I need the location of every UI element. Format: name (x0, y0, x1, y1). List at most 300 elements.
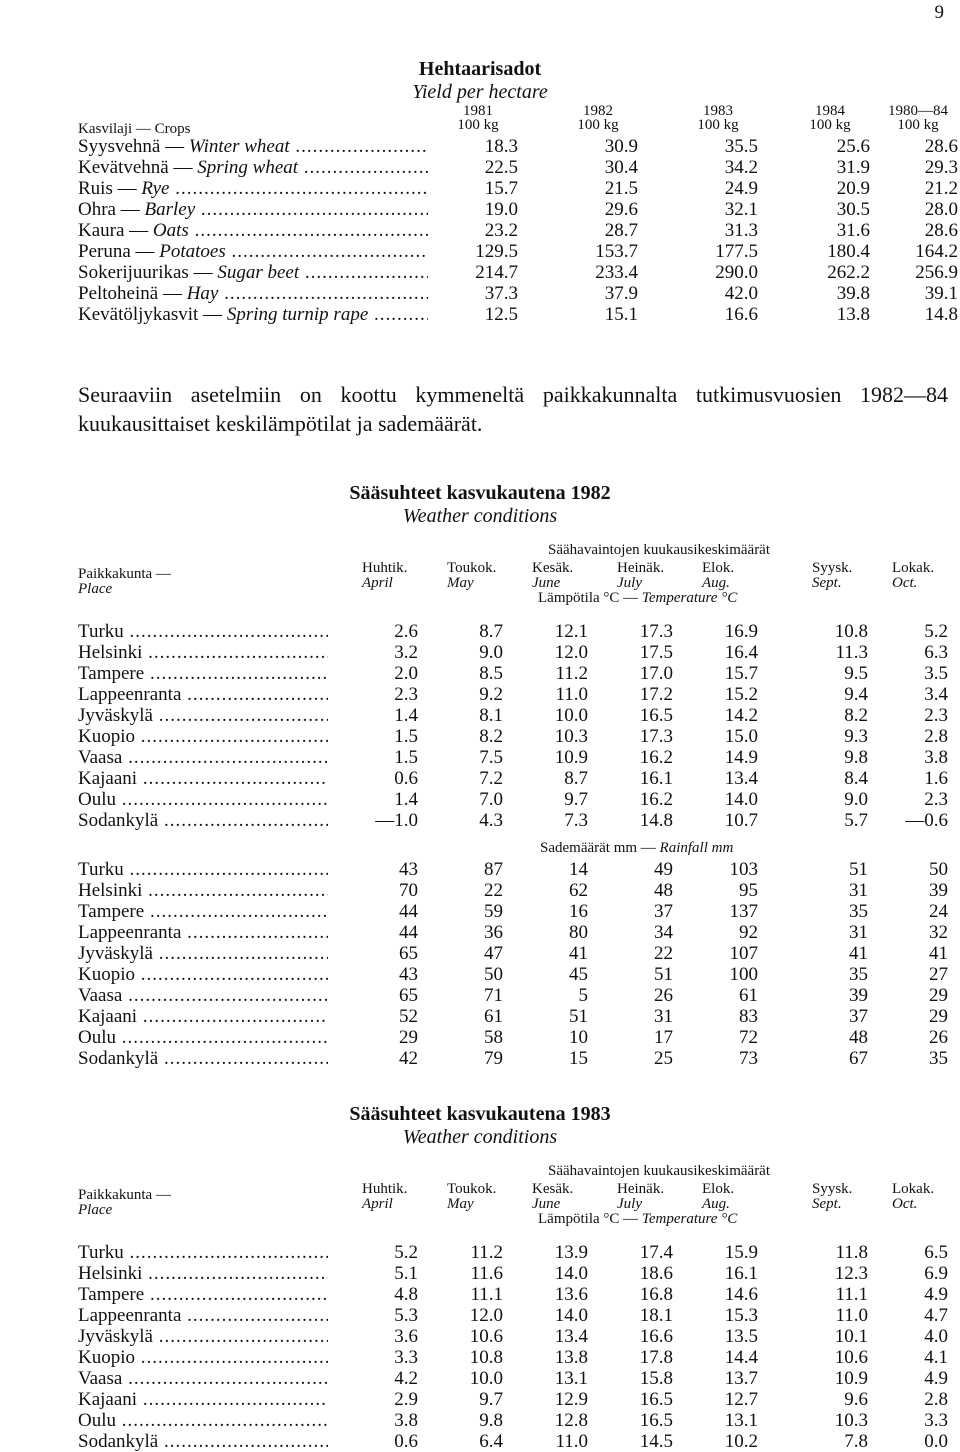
weather-value: 4.2 (394, 1368, 418, 1389)
weather-value: 36 (484, 922, 503, 943)
weather-row (78, 810, 958, 831)
yield-value: 129.5 (475, 241, 518, 262)
month-header: Lokak. Oct. (892, 1181, 935, 1212)
month-header: Elok. Aug. (702, 560, 735, 591)
yield-value: 30.4 (604, 157, 638, 178)
weather-value: 73 (739, 1048, 758, 1069)
weather-value: 43 (399, 859, 418, 880)
weather-value: 1.4 (394, 789, 418, 810)
weather-value: 0.0 (924, 1431, 948, 1452)
weather-value: 11.0 (555, 684, 588, 705)
weather-value: 14.5 (639, 1431, 673, 1452)
weather-value: 51 (849, 859, 868, 880)
weather-1982-title-fi: Sääsuhteet kasvukautena 1982 (349, 482, 611, 504)
weather-value: 29 (929, 1006, 948, 1027)
weather-value: 48 (849, 1027, 868, 1048)
weather-value: 15.0 (724, 726, 758, 747)
weather-value: 15.9 (724, 1242, 758, 1263)
weather-value: 12.1 (554, 621, 588, 642)
place-label: Kajaani ..... (78, 1006, 328, 1027)
weather-value: 15.7 (724, 663, 758, 684)
crop-label: Kaura — Oats ..... (78, 220, 428, 241)
weather-value: 2.9 (394, 1389, 418, 1410)
weather-row (78, 789, 958, 810)
yield-value: 32.1 (724, 199, 758, 220)
crop-label: Kevätöljykasvit — Spring turnip rape ..... (78, 304, 428, 325)
yield-value: 12.5 (484, 304, 518, 325)
weather-value: 15 (569, 1048, 588, 1069)
weather-value: 41 (929, 943, 948, 964)
weather-value: 16 (569, 901, 588, 922)
weather-row (78, 1242, 958, 1263)
weather-row (78, 964, 958, 985)
weather-value: 16.1 (724, 1263, 758, 1284)
weather-row (78, 880, 958, 901)
weather-value: 50 (929, 859, 948, 880)
weather-value: 2.0 (394, 663, 418, 684)
weather-value: 10.6 (469, 1326, 503, 1347)
yield-value: 164.2 (915, 241, 958, 262)
place-label: Oulu ..... (78, 1410, 328, 1431)
weather-1983-table (78, 1164, 958, 1452)
place-column-header: Paikkakunta — Place (78, 566, 171, 597)
weather-value: 16.1 (639, 768, 673, 789)
yield-value: 42.0 (724, 283, 758, 304)
yield-value: 30.5 (836, 199, 870, 220)
crop-label: Peruna — Potatoes ..... (78, 241, 428, 262)
weather-value: 59 (484, 901, 503, 922)
month-header: Syysk. Sept. (812, 560, 853, 591)
weather-row (78, 726, 958, 747)
weather-value: 25 (654, 1048, 673, 1069)
weather-value: 17.3 (639, 621, 673, 642)
weather-value: 2.6 (394, 621, 418, 642)
weather-value: 5.1 (394, 1263, 418, 1284)
weather-value: 3.6 (394, 1326, 418, 1347)
weather-value: 4.1 (924, 1347, 948, 1368)
weather-row (78, 1006, 958, 1027)
weather-value: 16.5 (639, 1389, 673, 1410)
weather-value: 5.2 (394, 1242, 418, 1263)
weather-value: 80 (569, 922, 588, 943)
yield-value: 22.5 (484, 157, 518, 178)
weather-value: 6.5 (924, 1242, 948, 1263)
weather-value: 14.4 (724, 1347, 758, 1368)
month-header: Huhtik. April (362, 560, 408, 591)
month-header: Kesäk. June (532, 560, 574, 591)
place-label: Turku ..... (78, 859, 328, 880)
weather-table-header (78, 1164, 958, 1242)
weather-value: 10 (569, 1027, 588, 1048)
place-label: Kajaani ..... (78, 768, 328, 789)
crops-label: Kasvilaji — Crops (78, 121, 191, 137)
crop-label: Ruis — Rye ..... (78, 178, 428, 199)
crop-label: Sokerijuurikas — Sugar beet ..... (78, 262, 428, 283)
weather-value: 10.0 (469, 1368, 503, 1389)
weather-value: 17.2 (639, 684, 673, 705)
weather-1983-title-en: Weather conditions (402, 1126, 558, 1148)
weather-value: 29 (399, 1027, 418, 1048)
weather-value: 5 (578, 985, 588, 1006)
weather-value: 12.7 (724, 1389, 758, 1410)
weather-value: 16.5 (639, 705, 673, 726)
yield-value: 16.6 (724, 304, 758, 325)
yield-value: 20.9 (836, 178, 870, 199)
month-header: Toukok. May (447, 560, 497, 591)
weather-value: 1.4 (394, 705, 418, 726)
weather-value: 9.0 (844, 789, 868, 810)
weather-value: 41 (849, 943, 868, 964)
weather-value: 7.3 (564, 810, 588, 831)
weather-value: 8.5 (479, 663, 503, 684)
weather-value: 4.9 (924, 1284, 948, 1305)
weather-value: 6.9 (924, 1263, 948, 1284)
weather-value: 52 (399, 1006, 418, 1027)
weather-value: 17.4 (639, 1242, 673, 1263)
weather-value: 39 (929, 880, 948, 901)
weather-value: 10.7 (724, 810, 758, 831)
weather-row (78, 922, 958, 943)
weather-value: 9.2 (479, 684, 503, 705)
place-label: Vaasa ..... (78, 985, 328, 1006)
weather-value: 29 (929, 985, 948, 1006)
weather-value: 9.7 (564, 789, 588, 810)
weather-value: 11.3 (835, 642, 868, 663)
weather-value: 12.9 (554, 1389, 588, 1410)
weather-value: 13.8 (554, 1347, 588, 1368)
weather-value: 45 (569, 964, 588, 985)
year-header: 1984 100 kg (809, 103, 851, 133)
weather-value: 31 (849, 880, 868, 901)
yield-row (78, 220, 956, 241)
weather-value: 14.0 (724, 789, 758, 810)
weather-value: 4.7 (924, 1305, 948, 1326)
weather-value: 16.2 (639, 789, 673, 810)
weather-value: 13.1 (554, 1368, 588, 1389)
weather-value: 12.0 (554, 642, 588, 663)
weather-value: 2.3 (394, 684, 418, 705)
weather-value: 31 (849, 922, 868, 943)
rainfall-caption: Sademäärät mm — Rainfall mm (540, 840, 734, 856)
weather-value: 8.1 (479, 705, 503, 726)
weather-1982-table (78, 543, 958, 1069)
weather-value: 17.3 (639, 726, 673, 747)
weather-value: 10.9 (834, 1368, 868, 1389)
yield-row (78, 136, 956, 157)
yield-value: 31.9 (836, 157, 870, 178)
yield-value: 28.0 (924, 199, 958, 220)
weather-value: 11.2 (555, 663, 588, 684)
weather-value: 24 (929, 901, 948, 922)
weather-1983-title-fi: Sääsuhteet kasvukautena 1983 (349, 1103, 611, 1125)
weather-value: 13.5 (724, 1326, 758, 1347)
place-label: Oulu ..... (78, 789, 328, 810)
weather-row (78, 684, 958, 705)
weather-value: 10.6 (834, 1347, 868, 1368)
weather-value: 2.3 (924, 789, 948, 810)
weather-value: 17.8 (639, 1347, 673, 1368)
yield-row (78, 283, 956, 304)
place-label: Turku ..... (78, 621, 328, 642)
weather-value: 39 (849, 985, 868, 1006)
weather-value: 35 (929, 1048, 948, 1069)
yield-value: 15.1 (604, 304, 638, 325)
place-label: Lappeenranta ..... (78, 1305, 328, 1326)
yield-row (78, 241, 956, 262)
weather-value: 1.5 (394, 747, 418, 768)
weather-value: 50 (484, 964, 503, 985)
weather-value: 37 (849, 1006, 868, 1027)
monthly-caption: Säähavaintojen kuukausikeskimäärät (548, 542, 771, 558)
weather-value: 0.6 (394, 768, 418, 789)
weather-value: 14.0 (554, 1263, 588, 1284)
yield-value: 21.5 (604, 178, 638, 199)
place-label: Helsinki ..... (78, 880, 328, 901)
weather-value: 103 (729, 859, 758, 880)
weather-value: 7.5 (479, 747, 503, 768)
month-header: Elok. Aug. (702, 1181, 735, 1212)
weather-row (78, 1410, 958, 1431)
weather-row (78, 1284, 958, 1305)
weather-value: 1.5 (394, 726, 418, 747)
place-label: Lappeenranta ..... (78, 684, 328, 705)
weather-value: 8.2 (844, 705, 868, 726)
yield-value: 15.7 (484, 178, 518, 199)
place-label: Sodankylä ..... (78, 810, 328, 831)
weather-value: 0.6 (394, 1431, 418, 1452)
yield-row (78, 178, 956, 199)
weather-value: 10.9 (554, 747, 588, 768)
weather-value: 18.6 (639, 1263, 673, 1284)
yield-value: 28.6 (924, 136, 958, 157)
place-column-header: Paikkakunta — Place (78, 1187, 171, 1218)
place-label: Jyväskylä ..... (78, 1326, 328, 1347)
yield-value: 177.5 (715, 241, 758, 262)
weather-value: 4.9 (924, 1368, 948, 1389)
yield-value: 29.3 (924, 157, 958, 178)
weather-value: 14.8 (639, 810, 673, 831)
weather-value: 41 (569, 943, 588, 964)
weather-value: 6.4 (479, 1431, 503, 1452)
weather-value: 11.1 (470, 1284, 503, 1305)
year-header: 1982 100 kg (577, 103, 619, 133)
weather-1982-title-en: Weather conditions (402, 505, 558, 527)
weather-value: 71 (484, 985, 503, 1006)
weather-row (78, 663, 958, 684)
weather-value: 7.0 (479, 789, 503, 810)
place-label: Tampere ..... (78, 1284, 328, 1305)
yield-value: 18.3 (484, 136, 518, 157)
weather-value: 9.5 (844, 663, 868, 684)
yield-value: 31.3 (724, 220, 758, 241)
weather-value: 65 (399, 943, 418, 964)
yield-value: 180.4 (827, 241, 870, 262)
weather-value: 31 (654, 1006, 673, 1027)
place-label: Jyväskylä ..... (78, 705, 328, 726)
weather-value: 44 (399, 901, 418, 922)
weather-1983-title-block (0, 1103, 960, 1149)
weather-row (78, 943, 958, 964)
weather-value: 8.7 (564, 768, 588, 789)
weather-value: 79 (484, 1048, 503, 1069)
yield-value: 37.9 (604, 283, 638, 304)
weather-value: 2.8 (924, 726, 948, 747)
yield-value: 290.0 (715, 262, 758, 283)
yield-title-fi: Hehtaarisadot (418, 58, 542, 80)
weather-value: 13.4 (554, 1326, 588, 1347)
weather-value: 11.6 (470, 1263, 503, 1284)
yield-table-header (78, 104, 956, 136)
weather-value: 9.4 (844, 684, 868, 705)
yield-value: 233.4 (595, 262, 638, 283)
month-header: Heinäk. July (617, 1181, 665, 1212)
weather-value: 51 (569, 1006, 588, 1027)
yield-value: 39.1 (924, 283, 958, 304)
weather-value: 48 (654, 880, 673, 901)
weather-value: 9.0 (479, 642, 503, 663)
yield-title-block (0, 58, 960, 104)
weather-row (78, 747, 958, 768)
weather-value: 32 (929, 922, 948, 943)
weather-value: 4.0 (924, 1326, 948, 1347)
weather-value: 10.2 (724, 1431, 758, 1452)
month-header: Toukok. May (447, 1181, 497, 1212)
yield-value: 19.0 (484, 199, 518, 220)
weather-value: 67 (849, 1048, 868, 1069)
weather-value: 26 (929, 1027, 948, 1048)
weather-value: 11.2 (470, 1242, 503, 1263)
weather-value: 61 (739, 985, 758, 1006)
weather-value: 70 (399, 880, 418, 901)
weather-value: 5.2 (924, 621, 948, 642)
weather-value: 3.3 (394, 1347, 418, 1368)
weather-value: 62 (569, 880, 588, 901)
crop-label: Peltoheinä — Hay ..... (78, 283, 428, 304)
place-label: Kuopio ..... (78, 726, 328, 747)
weather-value: 9.7 (479, 1389, 503, 1410)
weather-value: 9.8 (844, 747, 868, 768)
weather-value: 10.3 (834, 1410, 868, 1431)
weather-value: 13.4 (724, 768, 758, 789)
weather-value: —0.6 (905, 810, 948, 831)
weather-row (78, 705, 958, 726)
yield-value: 153.7 (595, 241, 638, 262)
weather-row (78, 1347, 958, 1368)
weather-row (78, 1027, 958, 1048)
place-label: Kuopio ..... (78, 1347, 328, 1368)
weather-value: 37 (654, 901, 673, 922)
year-header: 1981 100 kg (457, 103, 499, 133)
weather-value: 13.9 (554, 1242, 588, 1263)
weather-row (78, 1368, 958, 1389)
weather-row (78, 901, 958, 922)
weather-value: 13.6 (554, 1284, 588, 1305)
yield-value: 30.9 (604, 136, 638, 157)
weather-value: 4.8 (394, 1284, 418, 1305)
weather-value: 3.2 (394, 642, 418, 663)
place-label: Helsinki ..... (78, 642, 328, 663)
yield-row (78, 199, 956, 220)
weather-row (78, 1048, 958, 1069)
weather-value: 3.5 (924, 663, 948, 684)
weather-row (78, 1326, 958, 1347)
yield-value: 24.9 (724, 178, 758, 199)
weather-value: 14.2 (724, 705, 758, 726)
place-label: Tampere ..... (78, 663, 328, 684)
place-label: Sodankylä ..... (78, 1048, 328, 1069)
crop-label: Syysvehnä — Winter wheat ..... (78, 136, 428, 157)
weather-row (78, 768, 958, 789)
weather-value: 9.6 (844, 1389, 868, 1410)
weather-value: 14.6 (724, 1284, 758, 1305)
weather-value: 11.1 (835, 1284, 868, 1305)
weather-value: 3.8 (924, 747, 948, 768)
weather-value: 8.4 (844, 768, 868, 789)
weather-table-header (78, 543, 958, 621)
weather-value: 16.2 (639, 747, 673, 768)
weather-value: 10.0 (554, 705, 588, 726)
weather-value: 3.3 (924, 1410, 948, 1431)
year-header: 1983 100 kg (697, 103, 739, 133)
weather-value: 16.8 (639, 1284, 673, 1305)
weather-value: 51 (654, 964, 673, 985)
month-header: Huhtik. April (362, 1181, 408, 1212)
weather-1982-title-block (0, 482, 960, 528)
yield-value: 25.6 (836, 136, 870, 157)
yield-value: 34.2 (724, 157, 758, 178)
weather-value: 17 (654, 1027, 673, 1048)
weather-value: 8.7 (479, 621, 503, 642)
place-label: Lappeenranta ..... (78, 922, 328, 943)
month-header: Heinäk. July (617, 560, 665, 591)
weather-value: 14.0 (554, 1305, 588, 1326)
year-header: 1980—84 100 kg (888, 103, 948, 133)
month-header: Lokak. Oct. (892, 560, 935, 591)
weather-value: 34 (654, 922, 673, 943)
weather-row (78, 621, 958, 642)
weather-value: 17.0 (639, 663, 673, 684)
weather-value: 16.5 (639, 1410, 673, 1431)
weather-value: 47 (484, 943, 503, 964)
weather-value: 12.3 (834, 1263, 868, 1284)
weather-value: 2.3 (924, 705, 948, 726)
yield-value: 262.2 (827, 262, 870, 283)
weather-value: 49 (654, 859, 673, 880)
place-label: Kuopio ..... (78, 964, 328, 985)
weather-value: 15.8 (639, 1368, 673, 1389)
weather-value: 13.1 (724, 1410, 758, 1431)
yield-title-en: Yield per hectare (412, 81, 548, 103)
weather-value: 22 (654, 943, 673, 964)
weather-value: 10.3 (554, 726, 588, 747)
place-label: Tampere ..... (78, 901, 328, 922)
weather-value: 10.8 (469, 1347, 503, 1368)
weather-row (78, 642, 958, 663)
intro-paragraph: Seuraaviin asetelmiin on koottu kymmeneltä paikkakunnalta tutkimusvuosien 1982—84 kuukausittaiset keskilämpötilat ja sademäärät. (78, 382, 948, 436)
weather-value: 100 (729, 964, 758, 985)
weather-value: 6.3 (924, 642, 948, 663)
weather-value: 92 (739, 922, 758, 943)
weather-value: 11.0 (835, 1305, 868, 1326)
weather-value: 27 (929, 964, 948, 985)
weather-value: 11.8 (835, 1242, 868, 1263)
yield-value: 21.2 (924, 178, 958, 199)
weather-value: 95 (739, 880, 758, 901)
weather-value: 43 (399, 964, 418, 985)
weather-value: 3.4 (924, 684, 948, 705)
weather-value: 12.8 (554, 1410, 588, 1431)
place-label: Oulu ..... (78, 1027, 328, 1048)
